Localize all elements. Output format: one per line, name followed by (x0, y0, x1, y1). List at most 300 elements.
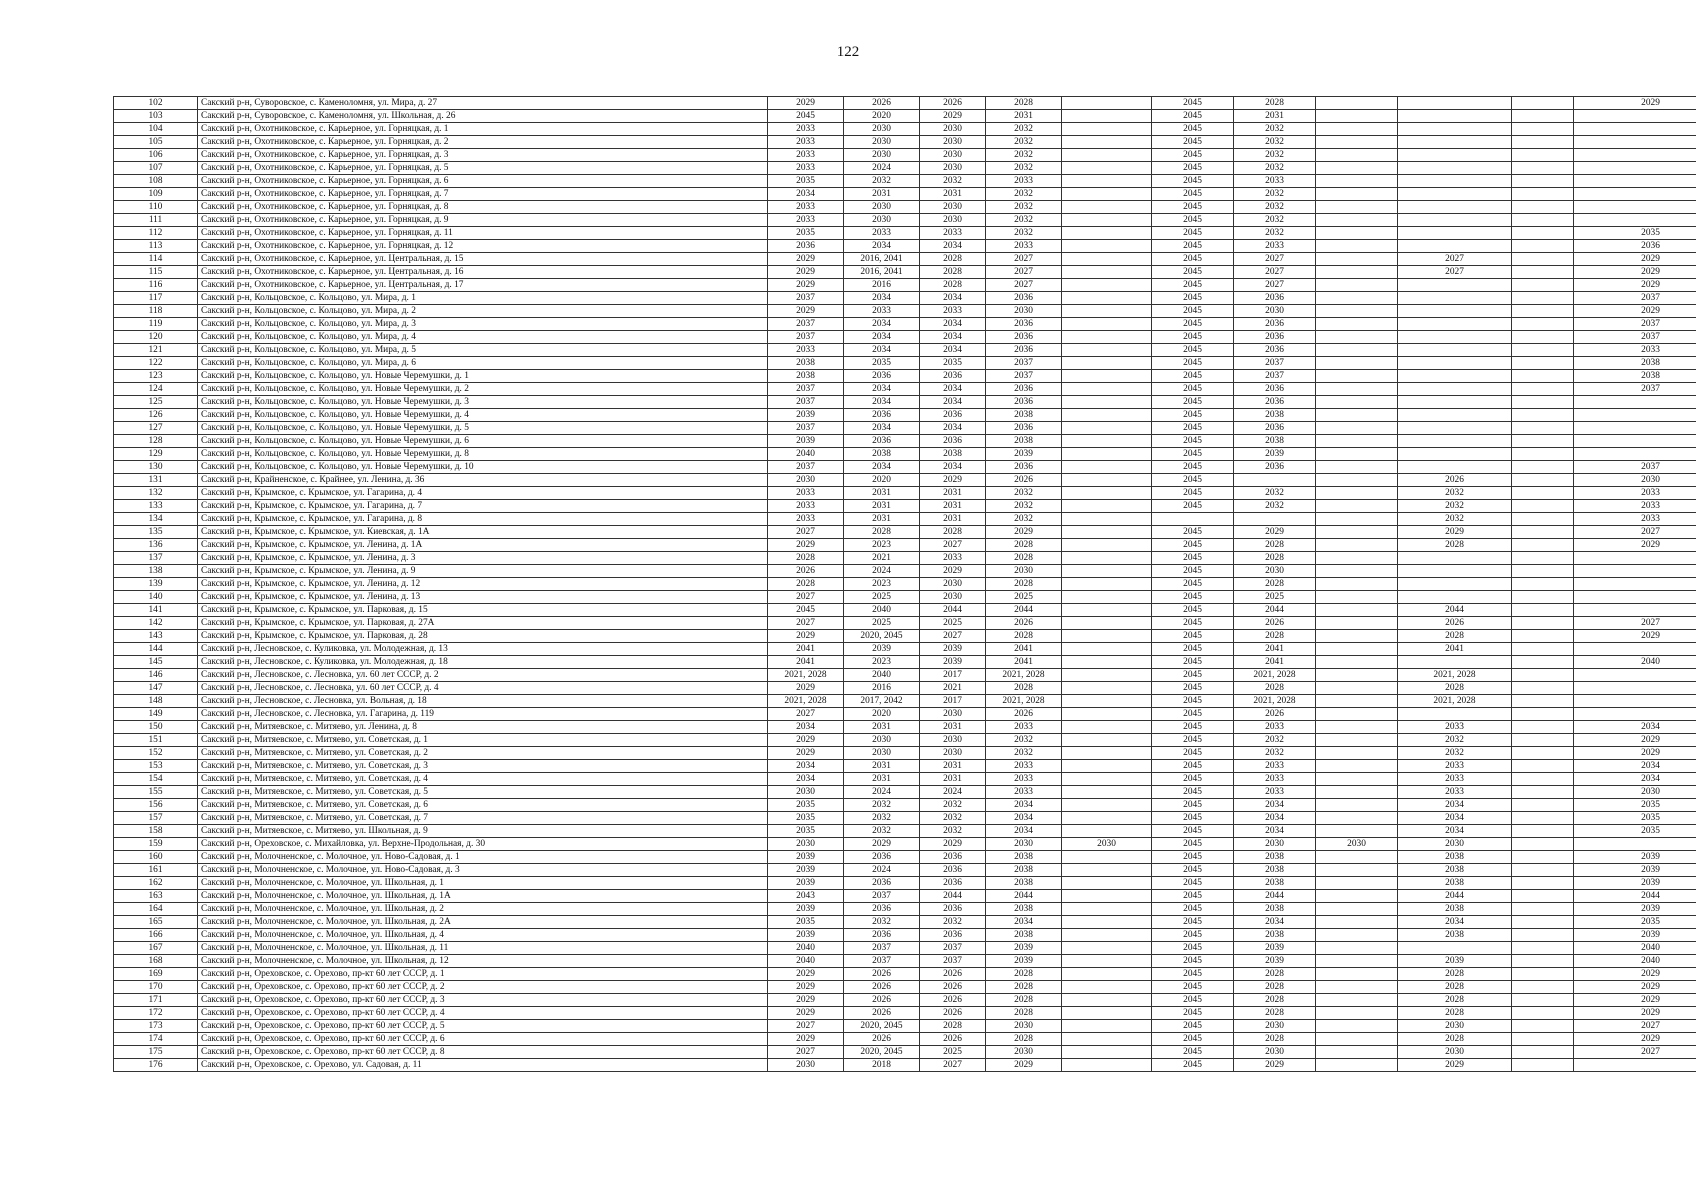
year-cell-11: 2037 (1574, 318, 1696, 331)
year-cell-8 (1316, 344, 1398, 357)
year-cell-10 (1512, 617, 1574, 630)
year-cell-7: 2028 (1234, 97, 1316, 110)
year-cell-5 (1062, 916, 1152, 929)
row-number: 107 (114, 162, 198, 175)
year-cell-8 (1316, 630, 1398, 643)
address-cell: Сакский р-н, Лесновское, с. Куликовка, ул. Молодежная, д. 18 (198, 656, 768, 669)
year-cell-6: 2045 (1152, 708, 1234, 721)
year-cell-1: 2037 (768, 461, 844, 474)
year-cell-10 (1512, 266, 1574, 279)
year-cell-11: 2033 (1574, 513, 1696, 526)
year-cell-1: 2029 (768, 747, 844, 760)
year-cell-9 (1398, 162, 1512, 175)
year-cell-2: 2030 (844, 214, 920, 227)
table-row (114, 513, 1696, 526)
table-row (114, 903, 1696, 916)
year-cell-1: 2033 (768, 487, 844, 500)
year-cell-9 (1398, 942, 1512, 955)
year-cell-2: 2034 (844, 292, 920, 305)
year-cell-11: 2033 (1574, 344, 1696, 357)
year-cell-9 (1398, 201, 1512, 214)
year-cell-11 (1574, 604, 1696, 617)
year-cell-3: 2030 (920, 578, 986, 591)
year-cell-11: 2039 (1574, 877, 1696, 890)
row-number: 123 (114, 370, 198, 383)
year-cell-11: 2027 (1574, 617, 1696, 630)
year-cell-6: 2045 (1152, 942, 1234, 955)
year-cell-8 (1316, 487, 1398, 500)
year-cell-9: 2029 (1398, 526, 1512, 539)
year-cell-2: 2040 (844, 604, 920, 617)
year-cell-1: 2041 (768, 643, 844, 656)
year-cell-6: 2045 (1152, 201, 1234, 214)
year-cell-11: 2039 (1574, 851, 1696, 864)
year-cell-9: 2030 (1398, 1020, 1512, 1033)
year-cell-8 (1316, 617, 1398, 630)
year-cell-3: 2026 (920, 1007, 986, 1020)
year-cell-8 (1316, 656, 1398, 669)
year-cell-5 (1062, 357, 1152, 370)
row-number: 158 (114, 825, 198, 838)
row-number: 144 (114, 643, 198, 656)
row-number: 152 (114, 747, 198, 760)
year-cell-3: 2030 (920, 201, 986, 214)
year-cell-2: 2030 (844, 123, 920, 136)
address-cell: Сакский р-н, Митяевское, с. Митяево, ул. Советская, д. 6 (198, 799, 768, 812)
year-cell-7 (1234, 513, 1316, 526)
year-cell-7: 2044 (1234, 604, 1316, 617)
row-number: 138 (114, 565, 198, 578)
year-cell-6: 2045 (1152, 149, 1234, 162)
year-cell-7: 2021, 2028 (1234, 669, 1316, 682)
year-cell-3: 2036 (920, 929, 986, 942)
year-cell-4: 2028 (986, 630, 1062, 643)
year-cell-1: 2038 (768, 370, 844, 383)
year-cell-11: 2029 (1574, 279, 1696, 292)
year-cell-10 (1512, 656, 1574, 669)
table-row (114, 253, 1696, 266)
year-cell-9: 2033 (1398, 773, 1512, 786)
year-cell-1: 2039 (768, 851, 844, 864)
table-row (114, 97, 1696, 110)
year-cell-9 (1398, 591, 1512, 604)
year-cell-7: 2034 (1234, 799, 1316, 812)
year-cell-3: 2036 (920, 409, 986, 422)
year-cell-7: 2038 (1234, 903, 1316, 916)
year-cell-1: 2028 (768, 552, 844, 565)
year-cell-2: 2031 (844, 500, 920, 513)
year-cell-6: 2045 (1152, 383, 1234, 396)
year-cell-8 (1316, 188, 1398, 201)
row-number: 156 (114, 799, 198, 812)
table-row (114, 734, 1696, 747)
year-cell-4: 2038 (986, 929, 1062, 942)
year-cell-9 (1398, 435, 1512, 448)
year-cell-2: 2031 (844, 721, 920, 734)
year-cell-7: 2026 (1234, 617, 1316, 630)
year-cell-11: 2037 (1574, 461, 1696, 474)
year-cell-1: 2029 (768, 630, 844, 643)
year-cell-1: 2029 (768, 734, 844, 747)
year-cell-7: 2039 (1234, 942, 1316, 955)
year-cell-5 (1062, 149, 1152, 162)
year-cell-9: 2028 (1398, 630, 1512, 643)
row-number: 118 (114, 305, 198, 318)
year-cell-4: 2028 (986, 682, 1062, 695)
year-cell-1: 2037 (768, 318, 844, 331)
year-cell-10 (1512, 396, 1574, 409)
address-cell: Сакский р-н, Ореховское, с. Михайловка, ул. Верхне-Продольная, д. 30 (198, 838, 768, 851)
year-cell-2: 2035 (844, 357, 920, 370)
row-number: 105 (114, 136, 198, 149)
year-cell-10 (1512, 487, 1574, 500)
year-cell-10 (1512, 227, 1574, 240)
year-cell-2: 2020 (844, 708, 920, 721)
table-row (114, 695, 1696, 708)
year-cell-9: 2039 (1398, 955, 1512, 968)
table-row (114, 929, 1696, 942)
year-cell-2: 2034 (844, 318, 920, 331)
year-cell-8 (1316, 968, 1398, 981)
year-cell-8 (1316, 929, 1398, 942)
year-cell-8 (1316, 422, 1398, 435)
table-row (114, 552, 1696, 565)
year-cell-4: 2033 (986, 175, 1062, 188)
year-cell-4: 2026 (986, 617, 1062, 630)
year-cell-9 (1398, 331, 1512, 344)
year-cell-2: 2036 (844, 903, 920, 916)
year-cell-4: 2032 (986, 734, 1062, 747)
address-cell: Сакский р-н, Охотниковское, с. Карьерное, ул. Горняцкая, д. 9 (198, 214, 768, 227)
row-number: 132 (114, 487, 198, 500)
year-cell-1: 2029 (768, 253, 844, 266)
year-cell-10 (1512, 344, 1574, 357)
year-cell-2: 2037 (844, 955, 920, 968)
row-number: 121 (114, 344, 198, 357)
address-cell: Сакский р-н, Кольцовское, с. Кольцово, ул. Новые Черемушки, д. 8 (198, 448, 768, 461)
year-cell-4: 2032 (986, 227, 1062, 240)
year-cell-2: 2024 (844, 864, 920, 877)
address-cell: Сакский р-н, Охотниковское, с. Карьерное, ул. Горняцкая, д. 2 (198, 136, 768, 149)
table-row (114, 123, 1696, 136)
year-cell-9 (1398, 188, 1512, 201)
year-cell-11: 2029 (1574, 305, 1696, 318)
row-number: 175 (114, 1046, 198, 1059)
year-cell-2: 2034 (844, 396, 920, 409)
year-cell-2: 2033 (844, 305, 920, 318)
year-cell-6: 2045 (1152, 721, 1234, 734)
year-cell-11 (1574, 1059, 1696, 1072)
row-number: 140 (114, 591, 198, 604)
year-cell-8 (1316, 786, 1398, 799)
year-cell-3: 2028 (920, 526, 986, 539)
year-cell-9: 2021, 2028 (1398, 669, 1512, 682)
year-cell-9: 2028 (1398, 682, 1512, 695)
table-row (114, 968, 1696, 981)
row-number: 155 (114, 786, 198, 799)
row-number: 133 (114, 500, 198, 513)
year-cell-4: 2030 (986, 1020, 1062, 1033)
year-cell-2: 2024 (844, 162, 920, 175)
year-cell-6: 2045 (1152, 968, 1234, 981)
year-cell-6: 2045 (1152, 994, 1234, 1007)
year-cell-10 (1512, 916, 1574, 929)
year-cell-5 (1062, 1033, 1152, 1046)
year-cell-3: 2030 (920, 591, 986, 604)
year-cell-2: 2040 (844, 669, 920, 682)
row-number: 170 (114, 981, 198, 994)
year-cell-7: 2033 (1234, 773, 1316, 786)
year-cell-1: 2039 (768, 864, 844, 877)
year-cell-3: 2026 (920, 981, 986, 994)
year-cell-5 (1062, 123, 1152, 136)
year-cell-11: 2029 (1574, 1033, 1696, 1046)
year-cell-6: 2045 (1152, 474, 1234, 487)
year-cell-6: 2045 (1152, 409, 1234, 422)
year-cell-1: 2033 (768, 149, 844, 162)
year-cell-1: 2021, 2028 (768, 695, 844, 708)
year-cell-11: 2044 (1574, 890, 1696, 903)
year-cell-4: 2044 (986, 604, 1062, 617)
year-cell-2: 2037 (844, 890, 920, 903)
year-cell-9 (1398, 149, 1512, 162)
year-cell-7: 2038 (1234, 877, 1316, 890)
table-row (114, 760, 1696, 773)
row-number: 150 (114, 721, 198, 734)
year-cell-1: 2039 (768, 929, 844, 942)
year-cell-7: 2031 (1234, 110, 1316, 123)
year-cell-4: 2036 (986, 331, 1062, 344)
table-row (114, 656, 1696, 669)
year-cell-5 (1062, 136, 1152, 149)
year-cell-6: 2045 (1152, 162, 1234, 175)
row-number: 161 (114, 864, 198, 877)
year-cell-2: 2037 (844, 942, 920, 955)
year-cell-3: 2021 (920, 682, 986, 695)
year-cell-11 (1574, 552, 1696, 565)
year-cell-5 (1062, 188, 1152, 201)
year-cell-6: 2045 (1152, 1046, 1234, 1059)
year-cell-7: 2039 (1234, 955, 1316, 968)
table-row (114, 487, 1696, 500)
year-cell-10 (1512, 513, 1574, 526)
row-number: 109 (114, 188, 198, 201)
row-number: 112 (114, 227, 198, 240)
row-number: 111 (114, 214, 198, 227)
year-cell-2: 2032 (844, 175, 920, 188)
year-cell-10 (1512, 864, 1574, 877)
year-cell-6: 2045 (1152, 812, 1234, 825)
year-cell-10 (1512, 136, 1574, 149)
year-cell-2: 2020 (844, 474, 920, 487)
year-cell-11: 2035 (1574, 825, 1696, 838)
year-cell-5 (1062, 292, 1152, 305)
year-cell-10 (1512, 981, 1574, 994)
address-cell: Сакский р-н, Молочненское, с. Молочное, ул. Школьная, д. 12 (198, 955, 768, 968)
table-row (114, 1059, 1696, 1072)
year-cell-6: 2045 (1152, 916, 1234, 929)
address-cell: Сакский р-н, Крымское, с. Крымское, ул. Парковая, д. 27А (198, 617, 768, 630)
year-cell-11 (1574, 838, 1696, 851)
year-cell-11 (1574, 448, 1696, 461)
year-cell-9: 2032 (1398, 734, 1512, 747)
year-cell-5 (1062, 708, 1152, 721)
year-cell-10 (1512, 305, 1574, 318)
year-cell-3: 2030 (920, 734, 986, 747)
year-cell-4: 2030 (986, 305, 1062, 318)
year-cell-9 (1398, 175, 1512, 188)
year-cell-11: 2029 (1574, 630, 1696, 643)
year-cell-4: 2034 (986, 916, 1062, 929)
year-cell-11 (1574, 214, 1696, 227)
year-cell-2: 2023 (844, 578, 920, 591)
year-cell-1: 2045 (768, 110, 844, 123)
year-cell-1: 2029 (768, 1007, 844, 1020)
year-cell-1: 2028 (768, 578, 844, 591)
year-cell-7: 2028 (1234, 552, 1316, 565)
year-cell-4: 2036 (986, 344, 1062, 357)
year-cell-8 (1316, 1007, 1398, 1020)
year-cell-10 (1512, 838, 1574, 851)
year-cell-10 (1512, 851, 1574, 864)
row-number: 160 (114, 851, 198, 864)
year-cell-10 (1512, 695, 1574, 708)
year-cell-7: 2032 (1234, 487, 1316, 500)
table-row (114, 669, 1696, 682)
year-cell-10 (1512, 591, 1574, 604)
year-cell-3: 2029 (920, 110, 986, 123)
year-cell-9 (1398, 97, 1512, 110)
year-cell-3: 2027 (920, 1059, 986, 1072)
year-cell-10 (1512, 1020, 1574, 1033)
address-cell: Сакский р-н, Кольцовское, с. Кольцово, ул. Новые Черемушки, д. 5 (198, 422, 768, 435)
year-cell-6: 2045 (1152, 929, 1234, 942)
year-cell-8 (1316, 1059, 1398, 1072)
year-cell-3: 2024 (920, 786, 986, 799)
year-cell-5 (1062, 812, 1152, 825)
year-cell-8 (1316, 409, 1398, 422)
year-cell-1: 2043 (768, 890, 844, 903)
address-cell: Сакский р-н, Ореховское, с. Орехово, пр-кт 60 лет СССР, д. 5 (198, 1020, 768, 1033)
year-cell-7: 2036 (1234, 422, 1316, 435)
year-cell-1: 2036 (768, 240, 844, 253)
table-row (114, 149, 1696, 162)
year-cell-11: 2027 (1574, 526, 1696, 539)
year-cell-6: 2045 (1152, 266, 1234, 279)
address-cell: Сакский р-н, Митяевское, с. Митяево, ул. Советская, д. 1 (198, 734, 768, 747)
year-cell-1: 2040 (768, 448, 844, 461)
year-cell-6: 2045 (1152, 97, 1234, 110)
address-cell: Сакский р-н, Ореховское, с. Орехово, ул. Садовая, д. 11 (198, 1059, 768, 1072)
year-cell-11: 2039 (1574, 864, 1696, 877)
year-cell-4: 2036 (986, 461, 1062, 474)
table-row (114, 110, 1696, 123)
year-cell-7: 2034 (1234, 916, 1316, 929)
row-number: 172 (114, 1007, 198, 1020)
year-cell-10 (1512, 188, 1574, 201)
year-cell-8 (1316, 149, 1398, 162)
year-cell-8 (1316, 916, 1398, 929)
year-cell-4: 2034 (986, 825, 1062, 838)
year-cell-5 (1062, 890, 1152, 903)
year-cell-1: 2033 (768, 513, 844, 526)
year-cell-6: 2045 (1152, 643, 1234, 656)
year-cell-1: 2029 (768, 981, 844, 994)
year-cell-3: 2034 (920, 331, 986, 344)
row-number: 103 (114, 110, 198, 123)
year-cell-7: 2027 (1234, 253, 1316, 266)
year-cell-4: 2032 (986, 487, 1062, 500)
year-cell-9: 2034 (1398, 812, 1512, 825)
year-cell-3: 2027 (920, 630, 986, 643)
year-cell-4: 2028 (986, 994, 1062, 1007)
year-cell-4: 2027 (986, 266, 1062, 279)
year-cell-3: 2029 (920, 565, 986, 578)
year-cell-2: 2020 (844, 110, 920, 123)
year-cell-4: 2038 (986, 851, 1062, 864)
year-cell-10 (1512, 734, 1574, 747)
year-cell-1: 2035 (768, 825, 844, 838)
row-number: 142 (114, 617, 198, 630)
address-cell: Сакский р-н, Молочненское, с. Молочное, ул. Школьная, д. 4 (198, 929, 768, 942)
row-number: 166 (114, 929, 198, 942)
year-cell-8 (1316, 240, 1398, 253)
year-cell-2: 2036 (844, 929, 920, 942)
address-cell: Сакский р-н, Лесновское, с. Лесновка, ул. Вольная, д. 18 (198, 695, 768, 708)
year-cell-9: 2032 (1398, 747, 1512, 760)
year-cell-2: 2036 (844, 370, 920, 383)
year-cell-2: 2032 (844, 812, 920, 825)
year-cell-5 (1062, 214, 1152, 227)
year-cell-7: 2026 (1234, 708, 1316, 721)
year-cell-2: 2030 (844, 734, 920, 747)
year-cell-2: 2017, 2042 (844, 695, 920, 708)
year-cell-7: 2028 (1234, 578, 1316, 591)
year-cell-11 (1574, 123, 1696, 136)
year-cell-9: 2033 (1398, 721, 1512, 734)
row-number: 169 (114, 968, 198, 981)
address-cell: Сакский р-н, Кольцовское, с. Кольцово, ул. Новые Черемушки, д. 10 (198, 461, 768, 474)
table-row (114, 500, 1696, 513)
table-row (114, 864, 1696, 877)
year-cell-4: 2033 (986, 721, 1062, 734)
year-cell-6: 2045 (1152, 656, 1234, 669)
year-cell-2: 2026 (844, 994, 920, 1007)
address-cell: Сакский р-н, Кольцовское, с. Кольцово, ул. Мира, д. 5 (198, 344, 768, 357)
year-cell-7: 2025 (1234, 591, 1316, 604)
year-cell-3: 2029 (920, 474, 986, 487)
year-cell-3: 2030 (920, 708, 986, 721)
year-cell-5 (1062, 396, 1152, 409)
year-cell-2: 2029 (844, 838, 920, 851)
year-cell-9: 2038 (1398, 903, 1512, 916)
year-cell-4: 2032 (986, 500, 1062, 513)
year-cell-8 (1316, 981, 1398, 994)
year-cell-6: 2045 (1152, 1033, 1234, 1046)
year-cell-10 (1512, 643, 1574, 656)
table-row (114, 266, 1696, 279)
year-cell-10 (1512, 877, 1574, 890)
address-cell: Сакский р-н, Молочненское, с. Молочное, ул. Ново-Садовая, д. 1 (198, 851, 768, 864)
row-number: 113 (114, 240, 198, 253)
table-row (114, 292, 1696, 305)
year-cell-2: 2026 (844, 968, 920, 981)
year-cell-11 (1574, 162, 1696, 175)
year-cell-10 (1512, 630, 1574, 643)
year-cell-8 (1316, 435, 1398, 448)
year-cell-3: 2027 (920, 539, 986, 552)
year-cell-3: 2034 (920, 422, 986, 435)
